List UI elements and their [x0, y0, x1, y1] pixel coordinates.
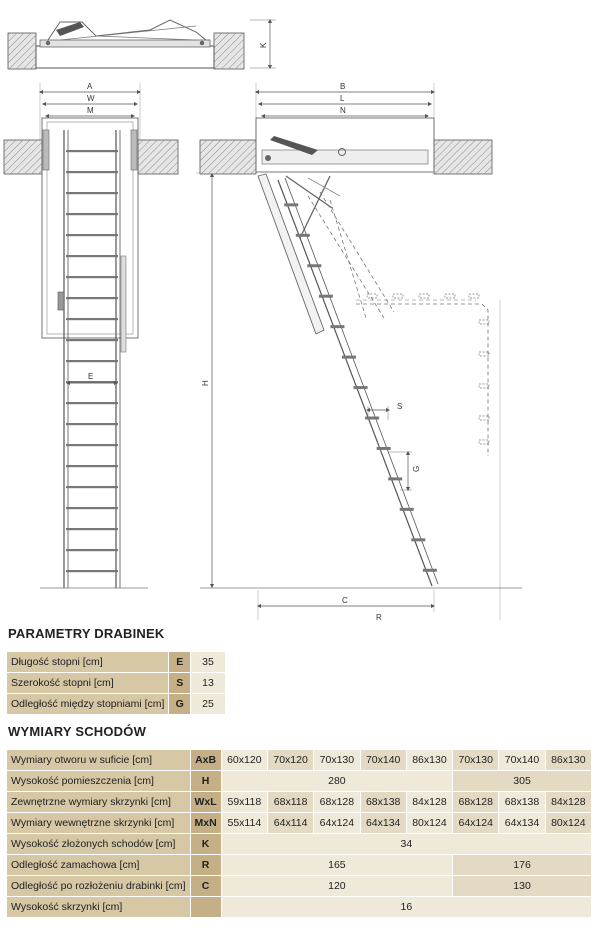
- dimension-symbol: [190, 897, 221, 918]
- dimension-value: 84x128: [545, 792, 591, 813]
- side-step: [284, 203, 298, 206]
- dimension-value: 80x124: [406, 813, 452, 834]
- dimension-value: 305: [453, 771, 592, 792]
- dimension-symbol: R: [190, 855, 221, 876]
- side-step: [307, 264, 321, 267]
- side-step: [411, 538, 425, 541]
- params-row: [7, 694, 226, 715]
- dimension-symbol: C: [190, 876, 221, 897]
- front-step: [66, 423, 118, 425]
- front-step: [66, 339, 118, 341]
- front-step: [66, 402, 118, 404]
- label-w: W: [87, 94, 95, 103]
- dimension-value: 59x118: [221, 792, 267, 813]
- side-view: [200, 82, 500, 620]
- params-row: [7, 673, 226, 694]
- label-h: H: [201, 380, 210, 386]
- param-symbol: E: [169, 652, 191, 673]
- front-step: [66, 255, 118, 257]
- label-k: K: [259, 42, 268, 48]
- front-step: [66, 192, 118, 194]
- dimension-value: 68x128: [453, 792, 499, 813]
- dashed-step: [479, 352, 489, 356]
- dashed-step: [479, 416, 489, 420]
- dashed-step: [445, 294, 455, 298]
- dimension-value: 165: [221, 855, 452, 876]
- dimensions-row: [7, 792, 592, 813]
- front-step: [66, 570, 118, 572]
- dimension-symbol: K: [190, 834, 221, 855]
- dimension-label: Wymiary wewnętrzne skrzynki [cm]: [7, 813, 191, 834]
- dimension-value: 84x128: [406, 792, 452, 813]
- dimension-value: 16: [221, 897, 591, 918]
- dimension-value: 70x140: [360, 750, 406, 771]
- dimension-value: 64x134: [360, 813, 406, 834]
- dashed-step: [479, 320, 489, 324]
- label-g: G: [412, 465, 421, 472]
- front-step: [66, 150, 118, 152]
- dimension-value: 68x128: [314, 792, 360, 813]
- side-step: [423, 569, 437, 572]
- label-r: R: [376, 613, 382, 620]
- front-step: [66, 360, 118, 362]
- front-step: [66, 528, 118, 530]
- front-step: [66, 213, 118, 215]
- dashed-step: [469, 294, 479, 298]
- dimensions-row: [7, 855, 592, 876]
- dimension-label: Wymiary otworu w suficie [cm]: [7, 750, 191, 771]
- side-step: [377, 447, 391, 450]
- param-symbol: S: [169, 673, 191, 694]
- param-label: Szerokość stopni [cm]: [7, 673, 169, 694]
- dimensions-row: [7, 834, 592, 855]
- dimension-label: Wysokość złożonych schodów [cm]: [7, 834, 191, 855]
- side-step: [342, 356, 356, 359]
- param-value: 25: [191, 694, 226, 715]
- dimension-value: 86x130: [545, 750, 591, 771]
- dimension-value: 86x130: [406, 750, 452, 771]
- dimensions-title: WYMIARY SCHODÓW: [8, 724, 147, 739]
- dimension-value: 70x140: [499, 750, 545, 771]
- dimension-value: 64x124: [314, 813, 360, 834]
- dashed-step: [479, 384, 489, 388]
- side-step: [330, 325, 344, 328]
- dimensions-row: [7, 771, 592, 792]
- dimension-value: 70x120: [267, 750, 313, 771]
- dashed-step: [419, 294, 429, 298]
- dimensions-table: [6, 749, 592, 918]
- side-step: [388, 477, 402, 480]
- param-label: Odległość między stopniami [cm]: [7, 694, 169, 715]
- front-ladder-steps: [66, 150, 118, 572]
- param-symbol: G: [169, 694, 191, 715]
- dimension-value: 176: [453, 855, 592, 876]
- front-step: [66, 444, 118, 446]
- dimension-value: 64x124: [453, 813, 499, 834]
- dimension-value: 68x138: [360, 792, 406, 813]
- dimensions-row: [7, 750, 592, 771]
- side-step: [400, 508, 414, 511]
- dimension-symbol: WxL: [190, 792, 221, 813]
- front-step: [66, 171, 118, 173]
- dimension-value: 280: [221, 771, 452, 792]
- dimension-symbol: AxB: [190, 750, 221, 771]
- dimension-value: 80x124: [545, 813, 591, 834]
- dashed-step: [479, 440, 489, 444]
- dimension-value: 64x134: [499, 813, 545, 834]
- param-value: 13: [191, 673, 226, 694]
- folded-box: [36, 46, 214, 68]
- dimension-value: 68x118: [267, 792, 313, 813]
- ladder-params-table: [6, 651, 226, 715]
- dimension-label: Wysokość skrzynki [cm]: [7, 897, 191, 918]
- front-step: [66, 486, 118, 488]
- params-row: [7, 652, 226, 673]
- param-label: Długość stopni [cm]: [7, 652, 169, 673]
- dimension-label: Odległość po rozłożeniu drabinki [cm]: [7, 876, 191, 897]
- side-ladder-steps: [284, 203, 437, 571]
- front-step: [66, 276, 118, 278]
- dimension-symbol: H: [190, 771, 221, 792]
- dimension-value: 68x138: [499, 792, 545, 813]
- front-step: [66, 507, 118, 509]
- side-step: [354, 386, 368, 389]
- dimensions-row: [7, 876, 592, 897]
- label-n: N: [340, 106, 346, 115]
- label-m: M: [87, 106, 94, 115]
- label-l: L: [340, 94, 345, 103]
- side-step: [365, 417, 379, 420]
- dimension-label: Wysokość pomieszczenia [cm]: [7, 771, 191, 792]
- side-step: [319, 295, 333, 298]
- dimension-value: 70x130: [314, 750, 360, 771]
- label-b: B: [340, 82, 346, 91]
- dashed-ladder-steps: [367, 294, 489, 444]
- front-step: [66, 465, 118, 467]
- dimension-value: 64x114: [267, 813, 313, 834]
- dimension-value: 120: [221, 876, 452, 897]
- dimension-value: 130: [453, 876, 592, 897]
- dimension-value: 34: [221, 834, 591, 855]
- folded-top-view: [8, 20, 276, 69]
- front-step: [66, 234, 118, 236]
- front-step: [66, 549, 118, 551]
- dimension-label: Odległość zamachowa [cm]: [7, 855, 191, 876]
- dashed-step: [393, 294, 403, 298]
- label-c: C: [342, 596, 348, 605]
- dimensions-row: [7, 897, 592, 918]
- label-e: E: [88, 372, 94, 381]
- dimension-symbol: MxN: [190, 813, 221, 834]
- label-s: S: [397, 402, 403, 411]
- label-a: A: [87, 82, 93, 91]
- ladder-params-title: PARAMETRY DRABINEK: [8, 626, 165, 641]
- front-step: [66, 297, 118, 299]
- front-step: [66, 318, 118, 320]
- dimension-value: 70x130: [453, 750, 499, 771]
- dimension-value: 60x120: [221, 750, 267, 771]
- dashed-step: [367, 294, 377, 298]
- side-step: [296, 234, 310, 237]
- dimension-value: 55x114: [221, 813, 267, 834]
- dimension-label: Zewnętrzne wymiary skrzynki [cm]: [7, 792, 191, 813]
- dimensions-row: [7, 813, 592, 834]
- param-value: 35: [191, 652, 226, 673]
